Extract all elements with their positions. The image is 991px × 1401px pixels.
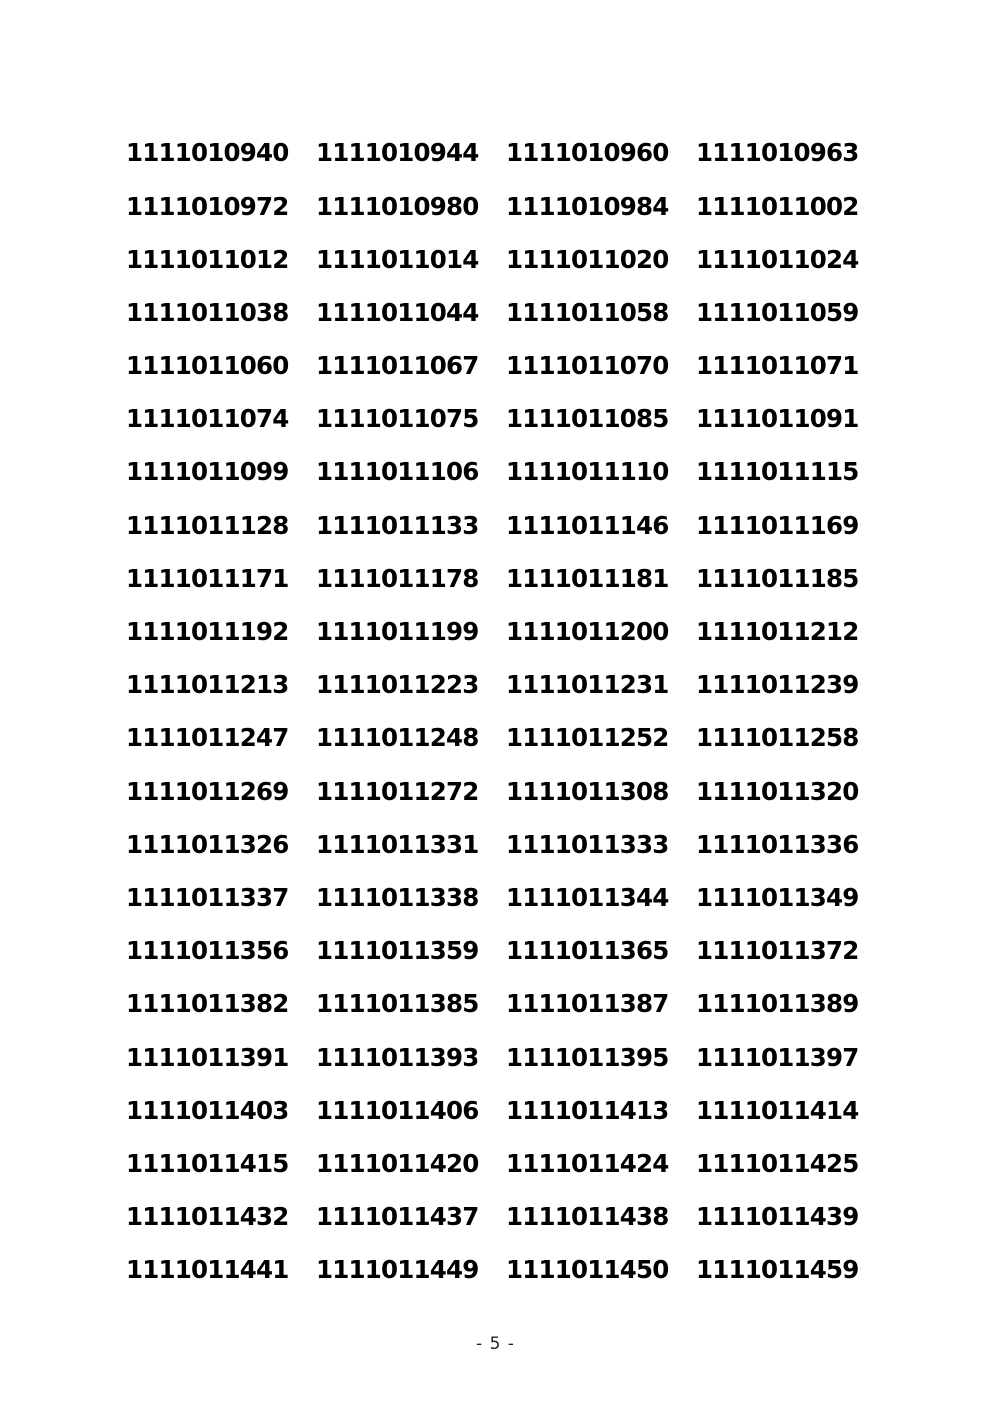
number-cell: 1111011415 bbox=[126, 1148, 289, 1178]
number-cell: 1111011385 bbox=[316, 989, 479, 1019]
number-cell: 1111010972 bbox=[126, 191, 289, 221]
number-row bbox=[126, 340, 886, 393]
number-row bbox=[126, 978, 886, 1031]
number-cell: 1111011258 bbox=[696, 723, 859, 753]
number-cell: 1111011178 bbox=[316, 563, 479, 593]
number-cell: 1111011441 bbox=[126, 1255, 289, 1285]
number-cell: 1111011192 bbox=[126, 617, 289, 647]
number-cell: 1111011372 bbox=[696, 936, 859, 966]
number-row bbox=[126, 180, 886, 233]
number-cell: 1111010963 bbox=[696, 138, 859, 168]
number-cell: 1111011432 bbox=[126, 1202, 289, 1232]
number-row bbox=[126, 872, 886, 925]
number-cell: 1111011247 bbox=[126, 723, 289, 753]
number-cell: 1111011389 bbox=[696, 989, 859, 1019]
number-cell: 1111011110 bbox=[506, 457, 669, 487]
number-cell: 1111011075 bbox=[316, 404, 479, 434]
number-row bbox=[126, 233, 886, 286]
number-cell: 1111011199 bbox=[316, 617, 479, 647]
number-cell: 1111011099 bbox=[126, 457, 289, 487]
number-cell: 1111011091 bbox=[696, 404, 859, 434]
number-cell: 1111011425 bbox=[696, 1148, 859, 1178]
number-cell: 1111011356 bbox=[126, 936, 289, 966]
number-cell: 1111010984 bbox=[506, 191, 669, 221]
number-row bbox=[126, 765, 886, 818]
number-cell: 1111011359 bbox=[316, 936, 479, 966]
number-cell: 1111011002 bbox=[696, 191, 859, 221]
number-cell: 1111011336 bbox=[696, 829, 859, 859]
number-cell: 1111011269 bbox=[126, 776, 289, 806]
number-cell: 1111011044 bbox=[316, 297, 479, 327]
number-cell: 1111011059 bbox=[696, 297, 859, 327]
number-cell: 1111011128 bbox=[126, 510, 289, 540]
number-cell: 1111010944 bbox=[316, 138, 479, 168]
number-row bbox=[126, 499, 886, 552]
number-cell: 1111011252 bbox=[506, 723, 669, 753]
number-cell: 1111011393 bbox=[316, 1042, 479, 1072]
numbers-table bbox=[126, 127, 886, 1297]
number-cell: 1111011420 bbox=[316, 1148, 479, 1178]
number-cell: 1111011012 bbox=[126, 244, 289, 274]
number-cell: 1111011395 bbox=[506, 1042, 669, 1072]
number-row bbox=[126, 606, 886, 659]
number-cell: 1111011185 bbox=[696, 563, 859, 593]
number-cell: 1111011200 bbox=[506, 617, 669, 647]
number-cell: 1111011438 bbox=[506, 1202, 669, 1232]
number-cell: 1111011338 bbox=[316, 882, 479, 912]
number-row bbox=[126, 659, 886, 712]
number-cell: 1111011014 bbox=[316, 244, 479, 274]
number-cell: 1111011413 bbox=[506, 1095, 669, 1125]
number-cell: 1111011326 bbox=[126, 829, 289, 859]
number-cell: 1111011213 bbox=[126, 670, 289, 700]
number-cell: 1111010940 bbox=[126, 138, 289, 168]
number-row bbox=[126, 393, 886, 446]
number-cell: 1111011071 bbox=[696, 351, 859, 381]
number-row bbox=[126, 446, 886, 499]
number-cell: 1111011349 bbox=[696, 882, 859, 912]
number-cell: 1111011308 bbox=[506, 776, 669, 806]
number-row bbox=[126, 818, 886, 871]
number-cell: 1111011387 bbox=[506, 989, 669, 1019]
page-number: - 5 - bbox=[476, 1334, 515, 1354]
number-cell: 1111011397 bbox=[696, 1042, 859, 1072]
number-cell: 1111011424 bbox=[506, 1148, 669, 1178]
number-cell: 1111011406 bbox=[316, 1095, 479, 1125]
number-cell: 1111011272 bbox=[316, 776, 479, 806]
number-cell: 1111011391 bbox=[126, 1042, 289, 1072]
number-cell: 1111011231 bbox=[506, 670, 669, 700]
number-cell: 1111011459 bbox=[696, 1255, 859, 1285]
number-cell: 1111011020 bbox=[506, 244, 669, 274]
number-row bbox=[126, 1191, 886, 1244]
number-cell: 1111011337 bbox=[126, 882, 289, 912]
number-row bbox=[126, 1244, 886, 1297]
number-cell: 1111011060 bbox=[126, 351, 289, 381]
number-cell: 1111011331 bbox=[316, 829, 479, 859]
number-cell: 1111011239 bbox=[696, 670, 859, 700]
number-cell: 1111011106 bbox=[316, 457, 479, 487]
number-cell: 1111011344 bbox=[506, 882, 669, 912]
number-row bbox=[126, 553, 886, 606]
number-cell: 1111011414 bbox=[696, 1095, 859, 1125]
number-row bbox=[126, 127, 886, 180]
number-cell: 1111011067 bbox=[316, 351, 479, 381]
number-cell: 1111011382 bbox=[126, 989, 289, 1019]
number-cell: 1111011146 bbox=[506, 510, 669, 540]
number-cell: 1111011248 bbox=[316, 723, 479, 753]
number-cell: 1111011070 bbox=[506, 351, 669, 381]
number-row bbox=[126, 712, 886, 765]
number-cell: 1111011133 bbox=[316, 510, 479, 540]
number-cell: 1111011437 bbox=[316, 1202, 479, 1232]
number-cell: 1111011024 bbox=[696, 244, 859, 274]
number-cell: 1111011450 bbox=[506, 1255, 669, 1285]
number-row bbox=[126, 1138, 886, 1191]
number-cell: 1111011058 bbox=[506, 297, 669, 327]
number-cell: 1111011403 bbox=[126, 1095, 289, 1125]
number-cell: 1111011333 bbox=[506, 829, 669, 859]
number-cell: 1111011212 bbox=[696, 617, 859, 647]
number-cell: 1111011223 bbox=[316, 670, 479, 700]
number-row bbox=[126, 925, 886, 978]
number-cell: 1111010960 bbox=[506, 138, 669, 168]
number-cell: 1111011320 bbox=[696, 776, 859, 806]
number-cell: 1111011181 bbox=[506, 563, 669, 593]
number-cell: 1111011171 bbox=[126, 563, 289, 593]
number-cell: 1111010980 bbox=[316, 191, 479, 221]
number-row bbox=[126, 1031, 886, 1084]
number-cell: 1111011115 bbox=[696, 457, 859, 487]
number-cell: 1111011439 bbox=[696, 1202, 859, 1232]
number-row bbox=[126, 1084, 886, 1137]
number-cell: 1111011169 bbox=[696, 510, 859, 540]
number-row bbox=[126, 287, 886, 340]
number-cell: 1111011085 bbox=[506, 404, 669, 434]
number-cell: 1111011449 bbox=[316, 1255, 479, 1285]
number-cell: 1111011038 bbox=[126, 297, 289, 327]
number-cell: 1111011365 bbox=[506, 936, 669, 966]
number-cell: 1111011074 bbox=[126, 404, 289, 434]
